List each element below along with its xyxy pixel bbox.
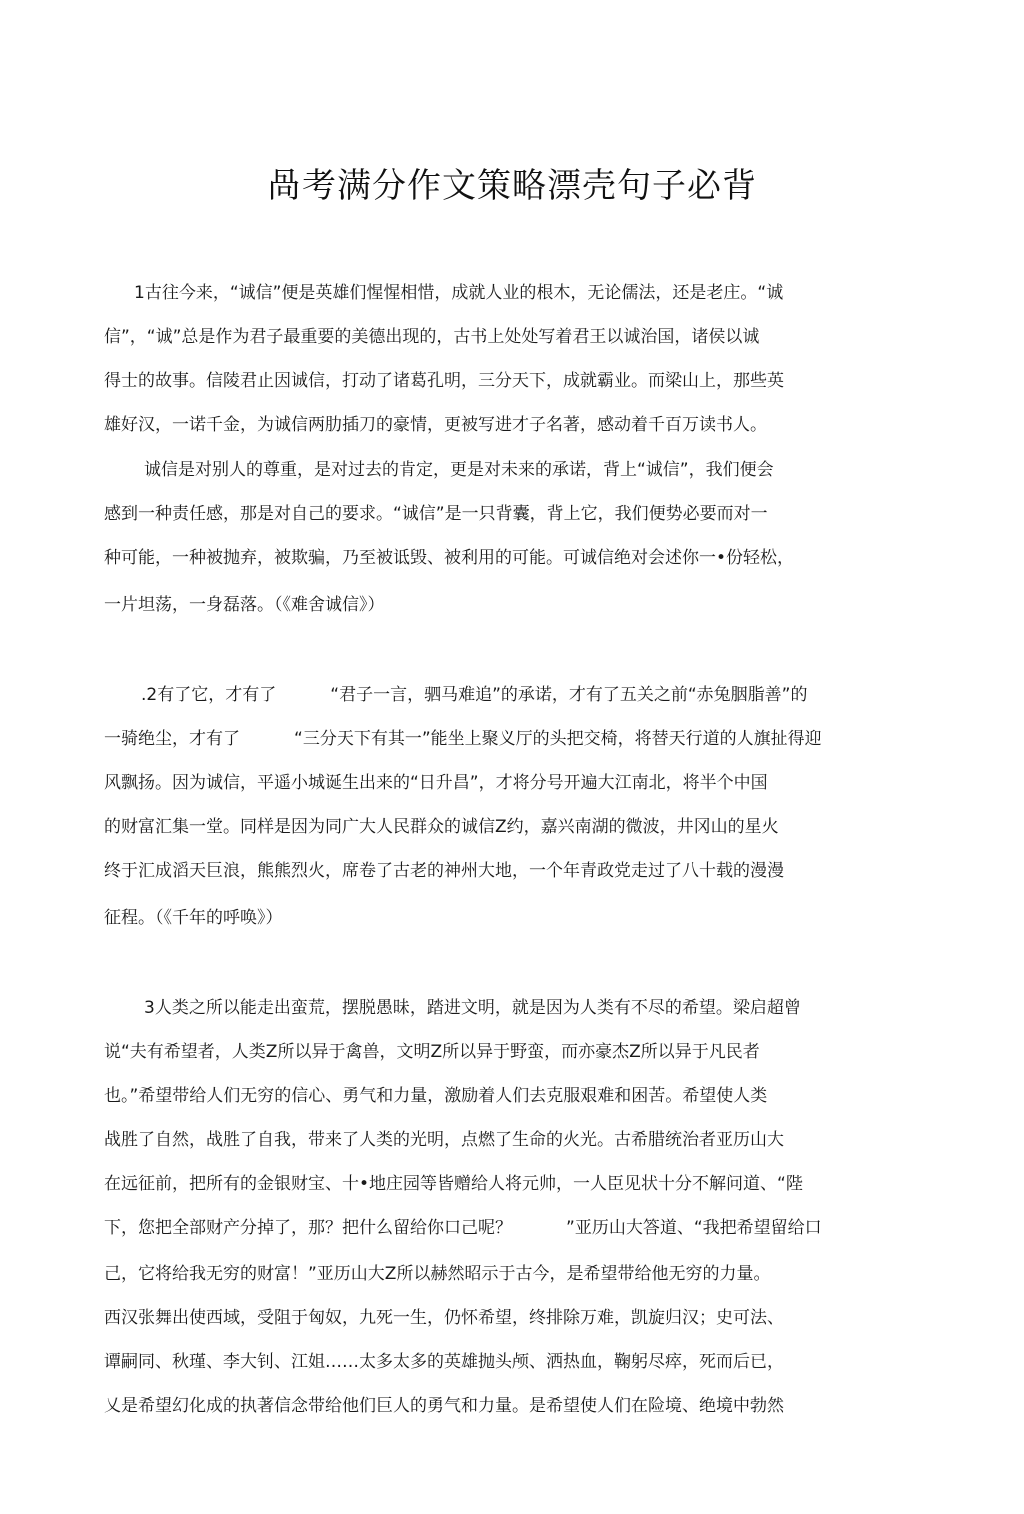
paragraph-1-line-1: 1古往今来，“诚信”便是英雄们惺惺相惜，成就人业的根木，无论儒法，还是老庄。“诚 (134, 283, 784, 303)
paragraph-3-line-5: 终于汇成滔天巨浪，熊熊烈火，席卷了古老的神州大地，一个年青政党走过了八十载的漫漫 (104, 861, 784, 881)
paragraph-2-line-4: 一片坦荡，一身磊落。（《难舍诚信》） (104, 595, 385, 615)
paragraph-4-line-10: 乂是希望幻化成的执著信念带给他们巨人的勇气和力量。是希望使人们在险境、绝境中勃然 (104, 1396, 784, 1416)
document-title: 咼考满分作文策略漂壳句子必背 (267, 166, 757, 206)
paragraph-3-line-3: 风飘扬。因为诚信，平遥小城诞生出来的“日升昌”，才将分号开遍大江南北，将半个中国 (104, 773, 768, 793)
paragraph-4-line-4: 战胜了自然，战胜了自我，带来了人类的光明，点燃了生命的火光。古希腊统治者亚历山大 (104, 1130, 784, 1150)
paragraph-4-line-3: 也。”希望带给人们无穷的信心、勇气和力量，激励着人们去克服艰难和困苦。希望使人类 (104, 1086, 768, 1106)
paragraph-3-line-2: 一骑绝尘，才有了 “三分天下有其一”能坐上聚义厅的头把交椅，将替天行道的人旗扯得迎 (104, 729, 822, 749)
paragraph-2-line-1: 诚信是对别人的尊重，是对过去的肯定，更是对未来的承诺，背上“诚信”，我们便会 (144, 460, 774, 480)
paragraph-4-line-6: 下，您把全部财产分掉了，那？把什么留给你口己呢？ ”亚历山大答道、“我把希望留给口 (104, 1218, 822, 1238)
paragraph-4-line-9: 谭嗣同、秋瑾、李大钊、江姐……太多太多的英雄抛头颅、洒热血，鞠躬尽瘁，死而后已， (104, 1352, 784, 1372)
paragraph-1-line-3: 得士的故事。信陵君止因诚信，打动了诸葛孔明，三分天下，成就霸业。而梁山上，那些英 (104, 371, 784, 391)
paragraph-3-line-6: 征程。（《千年的呼唤》） (104, 908, 283, 928)
paragraph-2-line-2: 感到一种责任感，那是对自己的要求。“诚信”是一只背囊，背上它，我们便势必要而对一 (104, 504, 768, 524)
paragraph-2-line-3: 种可能，一种被抛弃，被欺骗，乃至被诋毁、被利用的可能。可诚信绝对会述你一•份轻松， (104, 548, 795, 568)
paragraph-4-line-7: 己，它将给我无穷的财富！”亚历山大Z所以赫然昭示于古今，是希望带给他无穷的力量。 (104, 1264, 771, 1284)
paragraph-3-line-4: 的财富汇集一堂。同样是因为同广大人民群众的诚信Z约，嘉兴南湖的微波，井冈山的星火 (104, 817, 779, 837)
paragraph-3-line-1: .2有了它，才有了 “君子一言，驷马难追”的承诺，才有了五关之前“赤兔胭脂善”的 (141, 685, 808, 705)
paragraph-1-line-4: 雄好汉，一诺千金，为诚信两肋插刀的豪情，更被写进才子名著，感动着千百万读书人。 (104, 415, 767, 435)
paragraph-1-line-2: 信”，“诚”总是作为君子最重要的美德出现的，古书上处处写着君王以诚治国，诸侯以诚 (104, 327, 760, 347)
paragraph-4-line-1: 3人类之所以能走出蛮荒，摆脱愚昧，踏进文明，就是因为人类有不尽的希望。梁启超曾 (144, 998, 801, 1018)
paragraph-4-line-8: 西汉张舞出使西域，受阻于匈奴，九死一生，仍怀希望，终排除万难，凯旋归汉；史可法、 (104, 1308, 784, 1328)
paragraph-4-line-5: 在远征前，把所有的金银财宝、十•地庄园等皆赠给人将元帅，一人臣见状十分不解问道、“陛 (104, 1174, 803, 1194)
paragraph-4-line-2: 说“夫有希望者，人类Z所以异于禽兽，文明Z所以异于野蛮，而亦豪杰Z所以异于凡民者 (104, 1042, 760, 1062)
